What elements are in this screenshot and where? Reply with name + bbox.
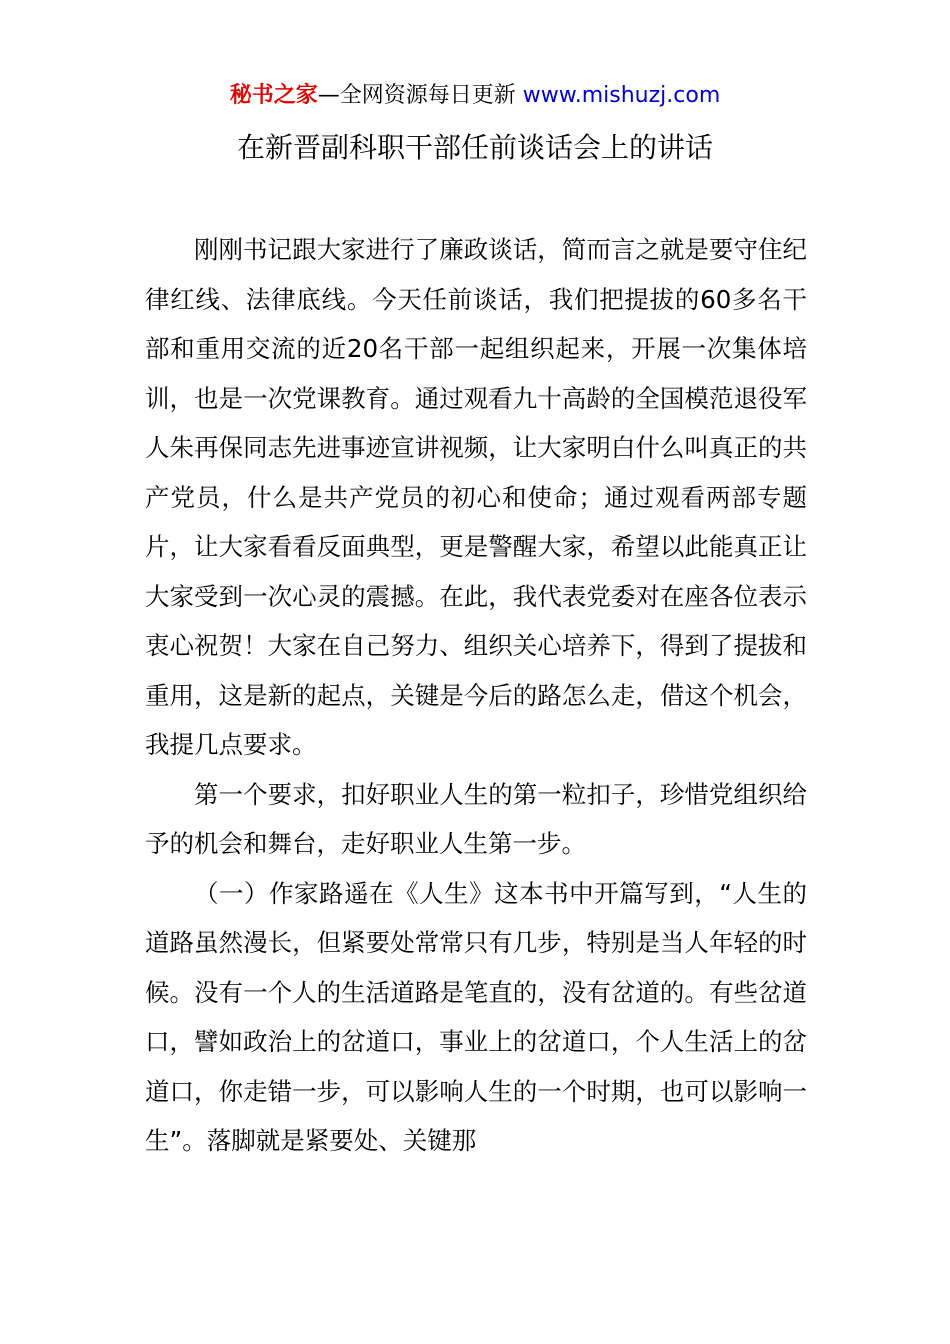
document-title: 在新晋副科职干部任前谈话会上的讲话	[236, 131, 713, 164]
site-header	[0, 80, 950, 112]
site-name: 秘书之家	[229, 83, 318, 108]
paragraph-2: 第一个要求，扣好职业人生的第一粒扣子，珍惜党组织给予的机会和舞台，走好职业人生第一步。	[145, 779, 807, 858]
site-tagline: —全网资源每日更新	[317, 83, 516, 108]
paragraph-3: （一）作家路遥在《人生》这本书中开篇写到，“人生的道路虽然漫长，但紧要处常常只有几步，特别是当人年轻的时候。没有一个人的生活道路是笔直的，没有岔道的。有些岔道口，譬如政治上的岔道口，事业上的岔道口，个人生活上的岔道口，你走错一步，可以影响人生的一个时期，也可以影响一生”。落脚就是紧要处、关键那	[145, 878, 807, 1155]
paragraph-1: 刚刚书记跟大家进行了廉政谈话，简而言之就是要守住纪律红线、法律底线。今天任前谈话，我们把提拔的60多名干部和重用交流的近20名干部一起组织起来，开展一次集体培训，也是一次党课教育。通过观看九十高龄的全国模范退役军人朱再保同志先进事迹宣讲视频，让大家明白什么叫真正的共产党员，什么是共产党员的初心和使命；通过观看两部专题片，让大家看看反面典型，更是警醒大家，希望以此能真正让大家受到一次心灵的震撼。在此，我代表党委对在座各位表示衷心祝贺！大家在自己努力、组织关心培养下，得到了提拔和重用，这是新的起点，关键是今后的路怎么走，借这个机会，我提几点要求。	[145, 235, 807, 759]
document-body	[145, 225, 807, 1166]
site-url-link[interactable]: www.mishuzj.com	[522, 83, 721, 108]
